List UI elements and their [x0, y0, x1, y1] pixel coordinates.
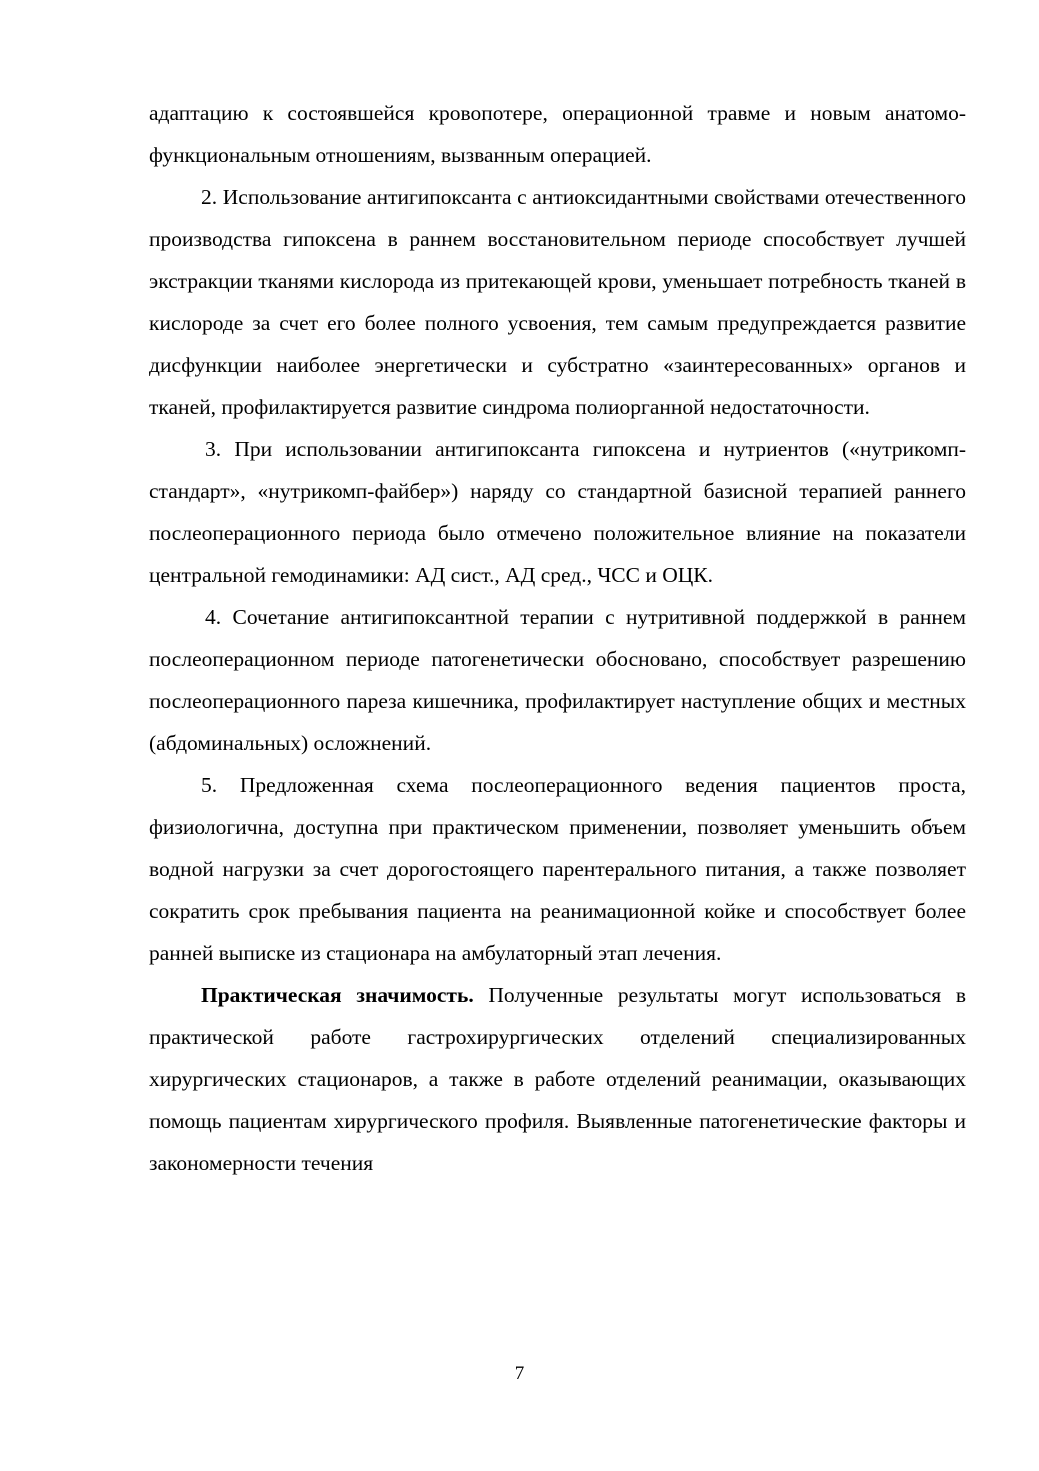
conclusion-item-2: 2. Использование антигипоксанта с антиоксидантными свойствами отечественного производства гипоксена в раннем восстановительном периоде способствует лучшей экстракции тканями кислорода из притекающей крови, уменьшает потребность тканей в кислороде за счет его более полного усвоения, тем самым предупреждается развитие дисфункции наиболее энергетически и субстратно «заинтересованных» органов и тканей, профилактируется развитие синдрома полиорганной недостаточности.	[149, 185, 966, 419]
page-number: 7	[514, 1363, 525, 1384]
body-text	[149, 92, 966, 1184]
practical-significance-text: Полученные результаты могут использоваться в практической работе гастрохирургических отделений специализированных хирургических стационаров, а также в работе отделений реанимации, оказывающих помощь пациентам хирургического профиля. Выявленные патогенетические факторы и закономерности течения	[149, 983, 966, 1175]
practical-significance-heading: Практическая значимость.	[201, 983, 474, 1007]
conclusion-item-4: 4. Сочетание антигипоксантной терапии с нутритивной поддержкой в раннем послеоперационном периоде патогенетически обосновано, способствует разрешению послеоперационного пареза кишечника, профилактирует наступление общих и местных (абдоминальных) осложнений.	[149, 605, 966, 755]
practical-significance-paragraph	[149, 974, 966, 1184]
conclusion-item-5: 5. Предложенная схема послеоперационного ведения пациентов проста, физиологична, доступна при практическом применении, позволяет уменьшить объем водной нагрузки за счет дорогостоящего парентерального питания, а также позволяет сократить срок пребывания пациента на реанимационной койке и способствует более ранней выписке из стационара на амбулаторный этап лечения.	[149, 773, 966, 965]
conclusion-item-3: 3. При использовании антигипоксанта гипоксена и нутриентов («нутрикомп-стандарт», «нутрикомп-файбер») наряду со стандартной базисной терапией раннего послеоперационного периода было отмечено положительное влияние на показатели центральной гемодинамики: АД сист., АД сред., ЧСС и ОЦК.	[149, 437, 966, 587]
paragraph-continuation: адаптацию к состоявшейся кровопотере, операционной травме и новым анатомо-функциональным отношениям, вызванным операцией.	[149, 101, 966, 167]
